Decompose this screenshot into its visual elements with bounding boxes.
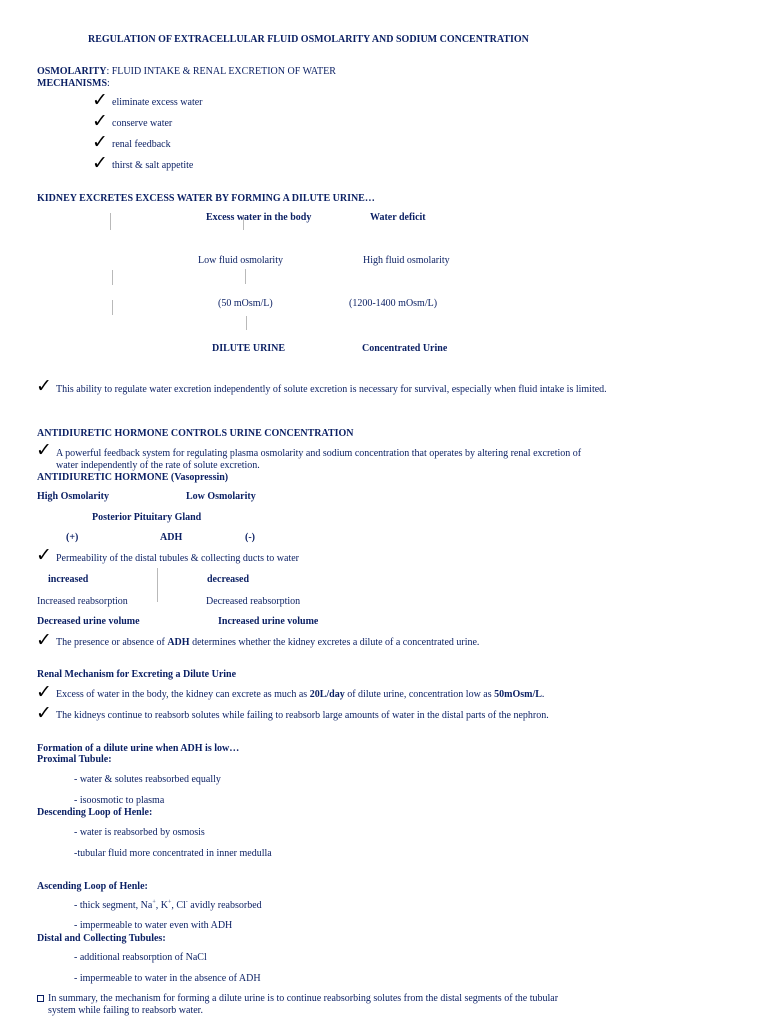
summary-text: In summary, the mechanism for forming a dilute urine is to continue reabsorbing solutes from the distal segments of the tubular system while failing to reabsorb water. <box>48 993 559 1016</box>
adh-heading: ANTIDIURETIC HORMONE CONTROLS URINE CONCENTRATION <box>37 428 354 439</box>
high-osmolarity: High Osmolarity <box>37 491 109 502</box>
adh-subheading: ANTIDIURETIC HORMONE (Vasopressin) <box>37 472 229 483</box>
list-item: - water & solutes reabsorbed equally <box>74 774 221 785</box>
kidney-note: This ability to regulate water excretion independently of solute excretion is necessary for survival, especially when fluid intake is limited. <box>56 384 607 395</box>
flow-col2-header: Water deficit <box>370 212 426 223</box>
osmolarity-label: OSMOLARITY <box>37 66 107 77</box>
plus-sign: (+) <box>66 532 79 543</box>
list-item: - water is reabsorbed by osmosis <box>74 827 205 838</box>
decreased-label: decreased <box>207 574 250 585</box>
flow-col1-row1: Low fluid osmolarity <box>198 255 283 266</box>
descending-loop-label: Descending Loop of Henle: <box>37 807 153 818</box>
renal-point-2: The kidneys continue to reabsorb solutes while failing to reabsorb large amounts of water in the distal parts of the nephron. <box>56 710 549 721</box>
renal-heading: Renal Mechanism for Excreting a Dilute Urine <box>37 669 237 680</box>
increased-reabsorption: Increased reabsorption <box>37 596 128 607</box>
formation-heading: Formation of a dilute urine when ADH is low… <box>37 743 240 754</box>
flow-col2-row1: High fluid osmolarity <box>363 255 450 266</box>
osmolarity-subtitle: : FLUID INTAKE & RENAL EXCRETION OF WATER <box>106 66 336 77</box>
flow-col1-row3: DILUTE URINE <box>212 343 286 354</box>
distal-collecting-label: Distal and Collecting Tubules: <box>37 933 166 944</box>
divider-line <box>157 568 158 602</box>
list-item: thirst & salt appetite <box>112 160 194 171</box>
mechanisms-label: MECHANISMS <box>37 78 108 89</box>
list-item: - isoosmotic to plasma <box>74 795 165 806</box>
kidney-heading: KIDNEY EXCRETES EXCESS WATER BY FORMING A DILUTE URINE… <box>37 193 375 204</box>
list-item: -tubular fluid more concentrated in inner medulla <box>74 848 272 859</box>
check-mark-icon: ✓ <box>92 110 108 132</box>
check-mark-icon: ✓ <box>36 375 52 397</box>
check-mark-icon: ✓ <box>36 544 52 566</box>
flow-col2-row2: (1200-1400 mOsm/L) <box>349 298 438 309</box>
check-mark-icon: ✓ <box>36 439 52 461</box>
proximal-tubule-label: Proximal Tubule: <box>37 754 112 765</box>
list-item: - additional reabsorption of NaCl <box>74 952 207 963</box>
increased-label: increased <box>48 574 89 585</box>
decreased-urine-volume: Decreased urine volume <box>37 616 140 627</box>
list-item: eliminate excess water <box>112 97 203 108</box>
permeability-text: Permeability of the distal tubules & collecting ducts to water <box>56 553 299 564</box>
check-mark-icon: ✓ <box>36 681 52 703</box>
list-item: - impermeable to water even with ADH <box>74 920 233 931</box>
list-item: renal feedback <box>112 139 171 150</box>
minus-sign: (-) <box>245 532 255 543</box>
square-bullet-icon <box>37 995 44 1002</box>
adh-description: A powerful feedback system for regulating plasma osmolarity and sodium concentration that operates by altering renal excretion of water independently of the rate of solute excretion. <box>56 448 582 471</box>
adh-presence-text: The presence or absence of ADH determines whether the kidney excretes a dilute of a concentrated urine. <box>56 637 480 648</box>
adh-label: ADH <box>160 532 183 543</box>
arrow-line <box>112 300 113 315</box>
page-title: REGULATION OF EXTRACELLULAR FLUID OSMOLARITY AND SODIUM CONCENTRATION <box>88 34 529 45</box>
renal-point-1: Excess of water in the body, the kidney can excrete as much as 20L/day of dilute urine, concentration low as 50mOsm/L. <box>56 689 545 700</box>
check-mark-icon: ✓ <box>92 152 108 174</box>
flow-col1-header: Excess water in the body <box>206 212 312 223</box>
list-item: - thick segment, Na+, K+, Cl- avidly reabsorbed <box>74 899 262 911</box>
arrow-line <box>245 269 246 284</box>
pituitary-gland: Posterior Pituitary Gland <box>92 512 202 523</box>
osmolarity-line <box>37 66 336 78</box>
check-mark-icon: ✓ <box>92 89 108 111</box>
check-mark-icon: ✓ <box>92 131 108 153</box>
arrow-line <box>112 270 113 285</box>
low-osmolarity: Low Osmolarity <box>186 491 256 502</box>
list-item: conserve water <box>112 118 173 129</box>
arrow-line <box>110 213 111 230</box>
decreased-reabsorption: Decreased reabsorption <box>206 596 301 607</box>
check-mark-icon: ✓ <box>36 702 52 724</box>
flow-col2-row3: Concentrated Urine <box>362 343 448 354</box>
check-mark-icon: ✓ <box>36 629 52 651</box>
arrow-line <box>246 316 247 330</box>
ascending-loop-label: Ascending Loop of Henle: <box>37 881 148 892</box>
list-item: - impermeable to water in the absence of ADH <box>74 973 261 984</box>
flow-col1-row2: (50 mOsm/L) <box>218 298 273 309</box>
mechanisms-line: MECHANISMS: <box>37 78 110 89</box>
increased-urine-volume: Increased urine volume <box>218 616 319 627</box>
